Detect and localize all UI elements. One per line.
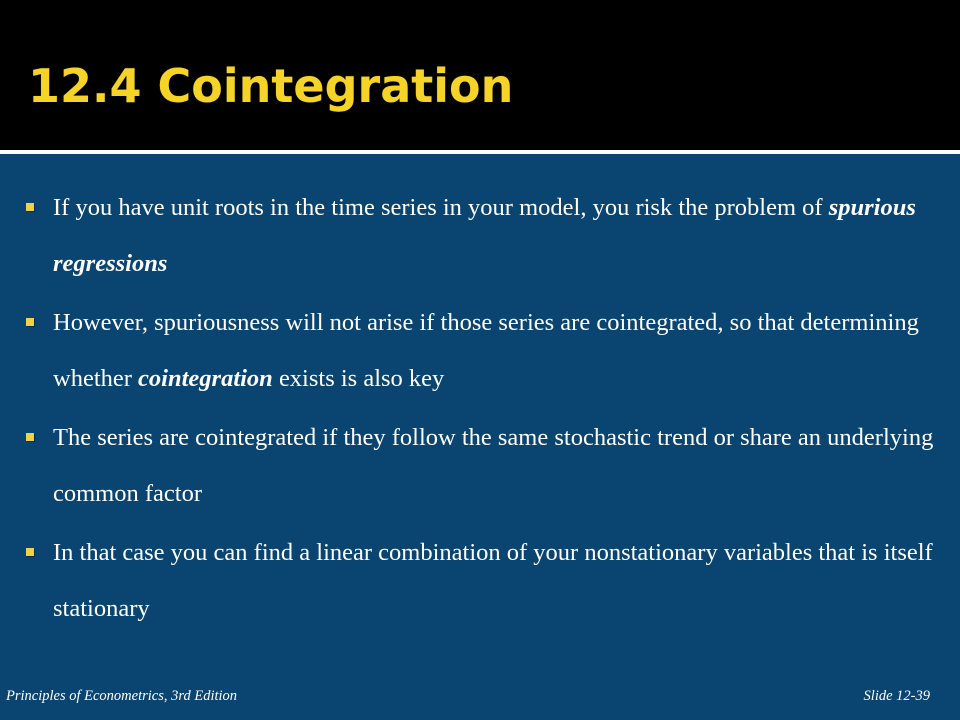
bullet-item <box>0 180 960 292</box>
yellow-square-icon <box>26 433 34 441</box>
bullet-text-tail: exists is also key <box>272 365 445 392</box>
title-divider <box>0 150 960 154</box>
footer-slide-number: Slide 12-39 <box>863 688 930 704</box>
yellow-square-icon <box>26 318 34 326</box>
bullet-text: If you have unit roots in the time series in your model, you risk the problem of <box>53 194 829 221</box>
bullet-item <box>0 295 960 407</box>
bullet-emphasis: spurious regressions <box>53 194 916 277</box>
bullet-text: The series are cointegrated if they follow the same stochastic trend or share an underlying common factor <box>53 424 934 507</box>
yellow-square-icon <box>26 203 34 211</box>
yellow-square-icon <box>26 548 34 556</box>
bullet-emphasis: cointegration <box>138 365 273 392</box>
bullet-text: In that case you can find a linear combination of your nonstationary variables that is itself stationary <box>53 539 933 622</box>
bullet-list <box>0 180 960 640</box>
slide-title: 12.4 Cointegration <box>28 59 514 113</box>
footer-book-title: Principles of Econometrics, 3rd Edition <box>6 688 238 704</box>
bullet-text: However, spuriousness will not arise if those series are cointegrated, so that determining whether <box>53 309 919 392</box>
bullet-item <box>0 525 960 637</box>
bullet-item <box>0 410 960 522</box>
